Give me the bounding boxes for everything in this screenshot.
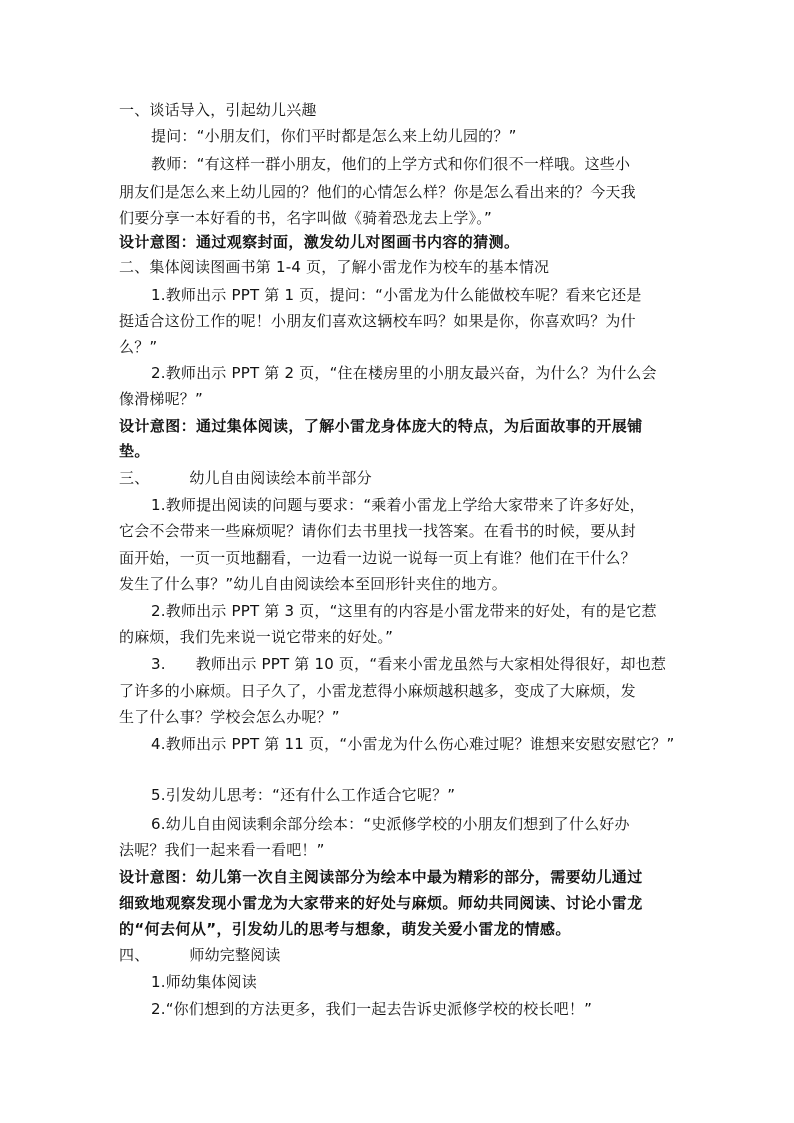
section-3-item-1-line-2: 它会不会带来一些麻烦呢？请你们去书里找一找答案。在看书的时候，要从封 [119, 522, 636, 540]
section-3-design-intent-line-3: 的“何去何从”，引发幼儿的思考与想象，萌发关爱小雷龙的情感。 [119, 920, 571, 938]
section-3-design-intent-line-2: 细致地观察发现小雷龙为大家带来的好处与麻烦。师幼共同阅读、讨论小雷龙 [119, 894, 643, 912]
section-4-number: 四、 [119, 946, 150, 964]
section-2-item-2-line-2: 像滑梯呢？” [119, 390, 203, 408]
section-1-heading: 一、谈话导入，引起幼儿兴趣 [119, 101, 317, 119]
section-3-number: 三、 [119, 469, 150, 487]
section-3-item-1-line-4: 发生了什么事？”幼儿自由阅读绘本至回形针夹住的地方。 [119, 575, 507, 593]
section-3-item-3-text: 教师出示 PPT 第 10 页，“看来小雷龙虽然与大家相处得很好，却也惹 [195, 655, 667, 673]
section-3-item-6-line-1: 6.幼儿自由阅读剩余部分绘本：“史派修学校的小朋友们想到了什么好办 [151, 815, 630, 833]
section-3-item-2-line-1: 2.教师出示 PPT 第 3 页，“这里有的内容是小雷龙带来的好处，有的是它惹 [151, 602, 657, 620]
section-3-item-1-line-1: 1.教师提出阅读的问题与要求：“乘着小雷龙上学给大家带来了许多好处， [151, 496, 645, 514]
section-1-teacher-line-3: 们要分享一本好看的书，名字叫做《骑着恐龙去上学》。” [119, 209, 492, 227]
section-1-design-intent: 设计意图：通过观察封面，激发幼儿对图画书内容的猜测。 [119, 233, 520, 251]
section-1-teacher-line-2: 朋友们是怎么来上幼儿园的？他们的心情怎么样？你是怎么看出来的？今天我 [119, 183, 636, 201]
section-1-question: 提问：“小朋友们，你们平时都是怎么来上幼儿园的？” [151, 127, 517, 145]
section-3-item-4: 4.教师出示 PPT 第 11 页，“小雷龙为什么伤心难过呢？谁想来安慰安慰它？” [151, 735, 675, 753]
section-4-item-2: 2.“你们想到的方法更多，我们一起去告诉史派修学校的校长吧！” [151, 1000, 593, 1018]
section-4-item-1: 1.师幼集体阅读 [151, 973, 257, 991]
section-3-heading [119, 469, 679, 488]
section-1-teacher-line-1: 教师：“有这样一群小朋友，他们的上学方式和你们很不一样哦。这些小 [151, 155, 631, 173]
section-3-item-3-line-2: 了许多的小麻烦。日子久了，小雷龙惹得小麻烦越积越多，变成了大麻烦，发 [119, 682, 636, 700]
section-2-design-intent-line-2: 垫。 [119, 442, 150, 460]
section-3-item-3-line-1 [151, 655, 711, 674]
section-3-item-1-line-3: 面开始，一页一页地翻看，一边看一边说一说每一页上有谁？他们在干什么？ [119, 549, 636, 567]
section-3-design-intent-line-1: 设计意图：幼儿第一次自主阅读部分为绘本中最为精彩的部分，需要幼儿通过 [119, 868, 643, 886]
section-4-title: 师幼完整阅读 [189, 946, 281, 964]
section-3-item-6-line-2: 法呢？我们一起来看一看吧！” [119, 841, 325, 859]
section-3-item-2-line-2: 的麻烦，我们先来说一说它带来的好处。” [119, 628, 394, 646]
section-2-item-1-line-3: 么？” [119, 338, 158, 356]
section-2-item-1-line-2: 挺适合这份工作的呢！小朋友们喜欢这辆校车吗？如果是你，你喜欢吗？为什 [119, 312, 636, 330]
section-3-item-5: 5.引发幼儿思考：“还有什么工作适合它呢？” [151, 786, 456, 804]
section-3-title: 幼儿自由阅读绘本前半部分 [189, 469, 372, 487]
section-4-heading [119, 946, 679, 965]
section-3-item-3-line-3: 生了什么事？学校会怎么办呢？” [119, 708, 340, 726]
section-2-heading: 二、集体阅读图画书第 1-4 页，了解小雷龙作为校车的基本情况 [119, 258, 550, 276]
section-2-design-intent-line-1: 设计意图：通过集体阅读，了解小雷龙身体庞大的特点，为后面故事的开展铺 [119, 417, 643, 435]
section-2-item-2-line-1: 2.教师出示 PPT 第 2 页，“住在楼房里的小朋友最兴奋，为什么？为什么会 [151, 364, 657, 382]
section-3-item-3-number: 3. [151, 655, 166, 673]
section-2-item-1-line-1: 1.教师出示 PPT 第 1 页，提问：“小雷龙为什么能做校车呢？看来它还是 [151, 286, 642, 304]
